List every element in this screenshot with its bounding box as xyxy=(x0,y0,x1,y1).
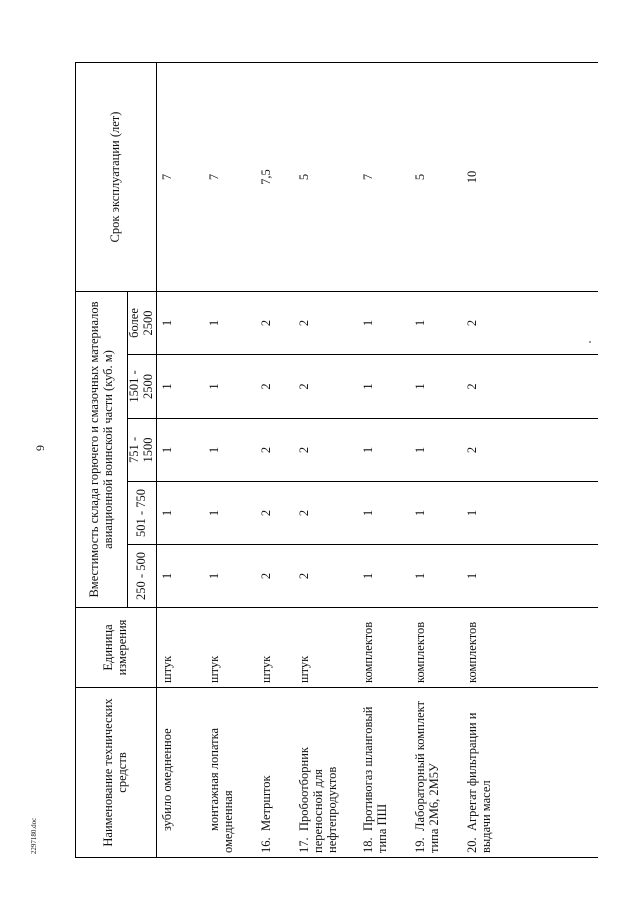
header-capacity: Вместимость склада горючего и смазочных материалов авиационной воинской части (куб. м) xyxy=(76,292,128,608)
row-value: 1 xyxy=(204,482,256,545)
row-unit: штук xyxy=(156,608,204,688)
header-unit: Единица измерения xyxy=(76,608,157,688)
row-value: 1 xyxy=(410,292,462,355)
row-name-text: Агрегат фильтрации и выдачи масел xyxy=(465,712,493,853)
row-number: 17. xyxy=(297,837,311,853)
row-name xyxy=(156,688,204,858)
row-unit: штук xyxy=(294,608,358,688)
row-number: 16. xyxy=(259,837,273,853)
row-value: 2 xyxy=(256,419,294,482)
row-name xyxy=(462,688,598,858)
row-unit: комплектов xyxy=(358,608,410,688)
row-value: 1 xyxy=(358,482,410,545)
table-row xyxy=(410,63,462,858)
row-number: 20. xyxy=(465,837,479,853)
row-name xyxy=(358,688,410,858)
row-unit: комплектов xyxy=(410,608,462,688)
row-term: 5 xyxy=(410,63,462,292)
row-value: 1 xyxy=(410,355,462,419)
row-value: 2 xyxy=(294,292,358,355)
row-value: 1 xyxy=(156,292,204,355)
row-value: 2 xyxy=(256,545,294,608)
row-term: 7 xyxy=(156,63,204,292)
header-capacity-col: 250 - 500 xyxy=(128,545,157,608)
table-row xyxy=(204,63,256,858)
row-value: 1 xyxy=(358,355,410,419)
row-value: 2 xyxy=(462,419,598,482)
row-value: 1 xyxy=(156,545,204,608)
row-term: 7,5 xyxy=(256,63,294,292)
row-value: 2 xyxy=(462,355,598,419)
row-number: 19. xyxy=(413,837,427,853)
row-value: 1 xyxy=(358,545,410,608)
table-row xyxy=(358,63,410,858)
equipment-table-frame xyxy=(75,63,598,858)
row-term: 7 xyxy=(358,63,410,292)
row-value: 1 xyxy=(204,355,256,419)
row-value: 1 xyxy=(462,482,598,545)
table-row xyxy=(156,63,204,858)
row-value: 2 xyxy=(294,545,358,608)
row-value: 1 xyxy=(462,545,598,608)
row-value: 2 xyxy=(294,355,358,419)
page-number: 6 xyxy=(33,445,48,451)
row-value: 1 xyxy=(358,419,410,482)
row-value: 2 xyxy=(294,482,358,545)
row-unit: комплектов xyxy=(462,608,598,688)
header-name: Наименование технических средств xyxy=(76,688,157,858)
row-value: 1 xyxy=(410,482,462,545)
row-value: 1 xyxy=(410,545,462,608)
row-unit: штук xyxy=(256,608,294,688)
row-name xyxy=(256,688,294,858)
row-number: 18. xyxy=(361,837,375,853)
row-value: 1 xyxy=(156,419,204,482)
row-name-text: монтажная лопатка омедненная xyxy=(207,727,235,853)
row-value: 2 xyxy=(256,292,294,355)
row-name-text: Пробоотборник переносной для нефтепродуктов xyxy=(297,747,339,853)
row-value: 1 xyxy=(156,482,204,545)
row-value: 2 xyxy=(294,419,358,482)
row-name xyxy=(204,688,256,858)
header-capacity-col: 501 - 750 xyxy=(128,482,157,545)
row-name-text: зубило омедненное xyxy=(159,728,174,831)
row-term: 10 xyxy=(462,63,598,292)
document-file-code: 2297180.doc xyxy=(30,817,38,855)
row-name xyxy=(410,688,462,858)
row-value: 2 xyxy=(256,355,294,419)
row-name xyxy=(294,688,358,858)
row-value: 1 xyxy=(204,292,256,355)
row-value: 1 xyxy=(204,419,256,482)
row-name-text: Метршток xyxy=(259,775,273,831)
row-name-text: Противогаз шланговый типа ПШ xyxy=(361,706,389,853)
row-value: 1 xyxy=(156,355,204,419)
row-value: 1 xyxy=(204,545,256,608)
header-capacity-col: более 2500 xyxy=(128,292,157,355)
table-row xyxy=(256,63,294,858)
header-capacity-col: 751 - 1500 xyxy=(128,419,157,482)
equipment-table xyxy=(75,62,598,858)
header-capacity-col: 1501 - 2500 xyxy=(128,355,157,419)
header-term: Срок эксплуатации (лет) xyxy=(76,63,157,292)
table-row xyxy=(294,63,358,858)
row-value: 2 xyxy=(462,292,598,355)
row-value: 1 xyxy=(358,292,410,355)
table-row xyxy=(462,63,598,858)
row-term: 7 xyxy=(204,63,256,292)
row-value: 1 xyxy=(410,419,462,482)
row-value: 2 xyxy=(256,482,294,545)
row-name-text: Лабораторный комплект типа 2М6, 2М5У xyxy=(413,700,441,853)
row-term: 5 xyxy=(294,63,358,292)
row-unit: штук xyxy=(204,608,256,688)
